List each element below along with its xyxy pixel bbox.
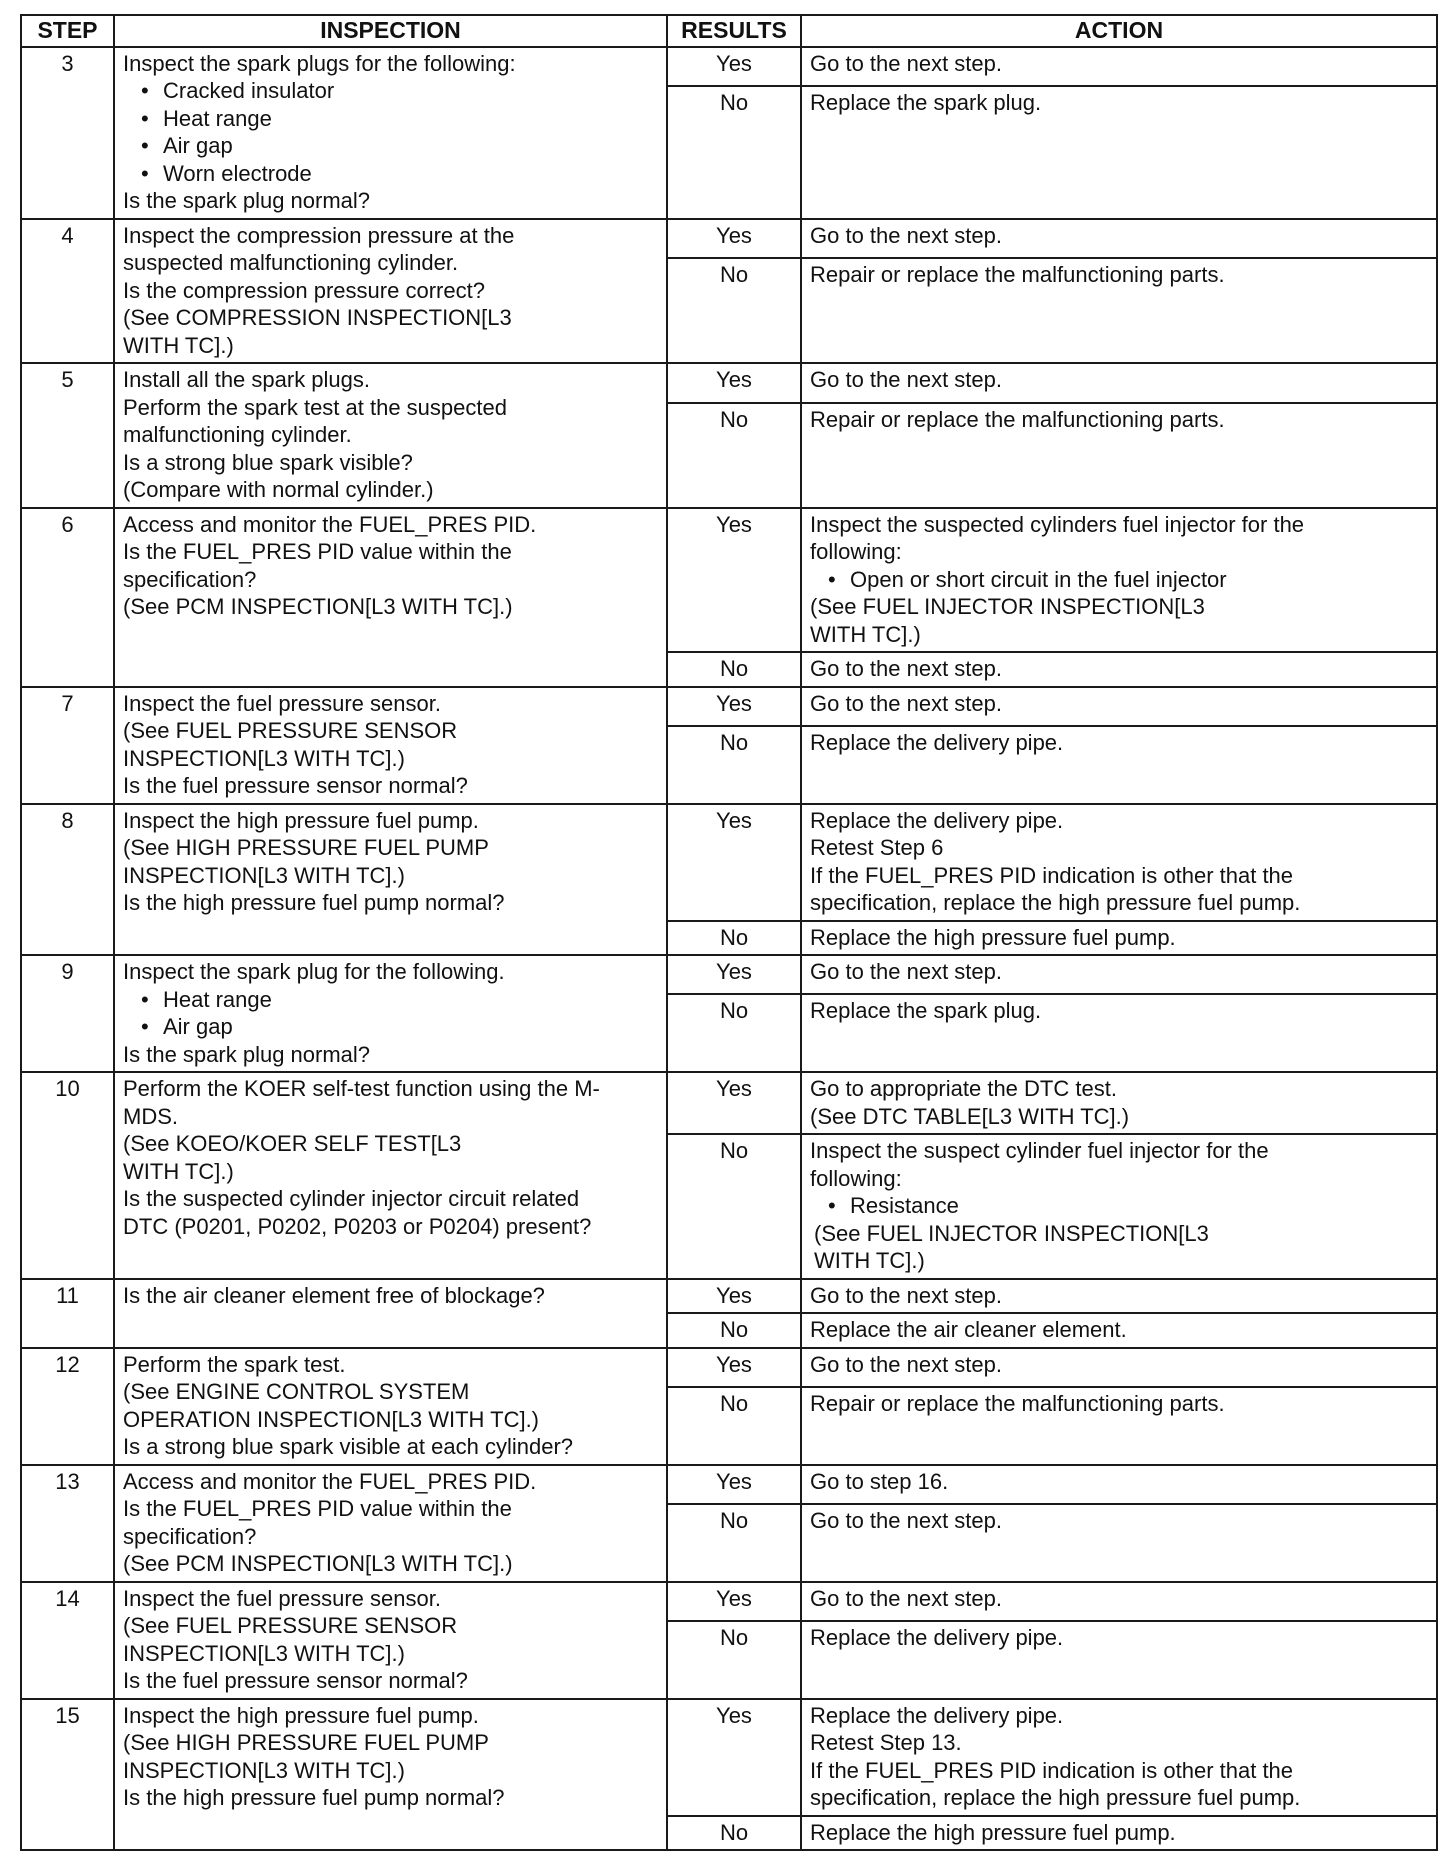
text-line: Inspect the suspected cylinders fuel injector for the <box>810 511 1305 537</box>
action-yes <box>801 508 1437 653</box>
step-number: 12 <box>21 1348 114 1465</box>
action-yes <box>801 1699 1437 1816</box>
text-line: (See PCM INSPECTION[L3 WITH TC].) <box>123 594 513 619</box>
text-line: Perform the KOER self-test function using the M- <box>123 1076 600 1101</box>
result-yes: Yes <box>667 1699 801 1816</box>
inspection-cell <box>114 219 667 364</box>
text-line: Is the fuel pressure sensor normal? <box>123 1668 468 1693</box>
inspection-cell <box>114 1279 667 1348</box>
text-line: Go to the next step. <box>810 1507 1003 1533</box>
text-line: Is the compression pressure correct? <box>123 277 485 303</box>
result-no: No <box>667 1621 801 1699</box>
table-row <box>21 1348 1437 1387</box>
action-no <box>801 86 1437 218</box>
bullet-item <box>141 986 658 1014</box>
text-line: Is the FUEL_PRES PID value within the <box>123 539 512 564</box>
text-line: (Compare with normal cylinder.) <box>123 477 434 502</box>
text-line: Inspect the high pressure fuel pump. <box>123 1702 479 1728</box>
result-yes: Yes <box>667 1279 801 1314</box>
action-no <box>801 1387 1437 1465</box>
text-line: Replace the air cleaner element. <box>810 1317 1127 1342</box>
step-number: 4 <box>21 219 114 364</box>
text-line: Go to the next step. <box>810 50 1003 76</box>
step-number: 14 <box>21 1582 114 1699</box>
step-number: 3 <box>21 47 114 219</box>
text-line: INSPECTION[L3 WITH TC].) <box>123 1757 405 1783</box>
text-line: specification, replace the high pressure fuel pump. <box>810 1785 1301 1810</box>
result-yes: Yes <box>667 687 801 726</box>
table-row <box>21 1582 1437 1621</box>
table-row <box>21 955 1437 994</box>
text-line: Is the FUEL_PRES PID value within the <box>123 1496 512 1521</box>
text-line: INSPECTION[L3 WITH TC].) <box>123 1640 405 1666</box>
bullet-item <box>828 566 1428 594</box>
text-line: Go to the next step. <box>810 1282 1003 1308</box>
action-no <box>801 994 1437 1072</box>
text-line: Access and monitor the FUEL_PRES PID. <box>123 511 537 537</box>
action-no <box>801 1816 1437 1851</box>
text-line: Is a strong blue spark visible at each cylinder? <box>123 1434 574 1459</box>
action-no <box>801 1621 1437 1699</box>
action-yes <box>801 687 1437 726</box>
bullet-list <box>123 986 658 1041</box>
action-yes <box>801 1465 1437 1504</box>
bullet-item <box>828 1192 1428 1220</box>
text-line: (See FUEL PRESSURE SENSOR <box>123 718 458 743</box>
text-line: Replace the spark plug. <box>810 90 1042 116</box>
text-line: Go to the next step. <box>810 222 1003 248</box>
bullet-text: Heat range <box>163 986 272 1012</box>
text-line: Inspect the fuel pressure sensor. <box>123 1585 441 1611</box>
text-line: suspected malfunctioning cylinder. <box>123 250 459 275</box>
step-number: 9 <box>21 955 114 1072</box>
text-line: WITH TC].) <box>810 621 921 647</box>
result-yes: Yes <box>667 1465 801 1504</box>
action-no <box>801 652 1437 687</box>
action-no <box>801 726 1437 804</box>
text-line: malfunctioning cylinder. <box>123 422 352 447</box>
text-line: following: <box>810 1165 902 1191</box>
header-step: STEP <box>21 15 114 47</box>
step-number: 8 <box>21 804 114 956</box>
text-line: (See FUEL PRESSURE SENSOR <box>123 1613 458 1638</box>
text-line: Go to the next step. <box>810 1351 1003 1377</box>
text-line: Is the fuel pressure sensor normal? <box>123 773 468 798</box>
step-number: 6 <box>21 508 114 687</box>
inspection-cell <box>114 804 667 956</box>
inspection-cell <box>114 1465 667 1582</box>
text-line: (See HIGH PRESSURE FUEL PUMP <box>123 1730 489 1755</box>
bullet-text: Air gap <box>163 133 233 158</box>
inspection-cell <box>114 1348 667 1465</box>
header-inspection: INSPECTION <box>114 15 667 47</box>
inspection-cell <box>114 363 667 508</box>
text-line: Replace the delivery pipe. <box>810 729 1064 755</box>
text-line: Inspect the compression pressure at the <box>123 222 515 248</box>
text-line: Go to appropriate the DTC test. <box>810 1076 1117 1101</box>
table-row <box>21 1465 1437 1504</box>
bullet-text: Air gap <box>163 1014 233 1039</box>
action-no <box>801 1313 1437 1348</box>
text-line: Inspect the high pressure fuel pump. <box>123 807 479 833</box>
text-line: Is a strong blue spark visible? <box>123 449 413 475</box>
table-row <box>21 219 1437 259</box>
text-line: Replace the high pressure fuel pump. <box>810 1819 1176 1845</box>
text-line: (See COMPRESSION INSPECTION[L3 <box>123 305 512 330</box>
text-line: specification? <box>123 1523 257 1549</box>
text-line: following: <box>810 539 902 564</box>
text-line: Replace the delivery pipe. <box>810 807 1064 833</box>
result-no: No <box>667 994 801 1072</box>
text-line: Install all the spark plugs. <box>123 367 371 392</box>
text-line: INSPECTION[L3 WITH TC].) <box>123 745 405 771</box>
text-line: Repair or replace the malfunctioning parts. <box>810 262 1225 288</box>
text-line: (See DTC TABLE[L3 WITH TC].) <box>810 1103 1130 1129</box>
bullet-item <box>141 77 658 105</box>
action-yes <box>801 804 1437 921</box>
bullet-text: Cracked insulator <box>163 78 335 103</box>
action-no <box>801 258 1437 363</box>
text-line: Replace the high pressure fuel pump. <box>810 924 1176 950</box>
bullet-text: Open or short circuit in the fuel injector <box>850 566 1227 592</box>
bullet-text: Worn electrode <box>163 160 312 186</box>
result-no: No <box>667 726 801 804</box>
text-line: WITH TC].) <box>123 1158 234 1184</box>
result-no: No <box>667 1313 801 1348</box>
inspection-cell <box>114 508 667 687</box>
table-row <box>21 1072 1437 1134</box>
result-no: No <box>667 403 801 508</box>
result-yes: Yes <box>667 508 801 653</box>
bullet-item <box>141 160 658 188</box>
action-yes <box>801 1279 1437 1314</box>
action-yes <box>801 363 1437 403</box>
text-line: Is the high pressure fuel pump normal? <box>123 1785 505 1810</box>
action-yes <box>801 1072 1437 1134</box>
result-yes: Yes <box>667 955 801 994</box>
table-row <box>21 687 1437 726</box>
text-line: Retest Step 6 <box>810 835 944 860</box>
text-line: Go to the next step. <box>810 367 1003 392</box>
text-line: Go to step 16. <box>810 1468 949 1494</box>
text-line: Replace the delivery pipe. <box>810 1702 1064 1728</box>
text-line: Go to the next step. <box>810 959 1003 984</box>
step-number: 13 <box>21 1465 114 1582</box>
result-no: No <box>667 921 801 956</box>
inspection-cell <box>114 1699 667 1851</box>
text-line: Perform the spark test. <box>123 1351 346 1377</box>
text-line: specification, replace the high pressure fuel pump. <box>810 890 1301 915</box>
text-line: Is the spark plug normal? <box>123 1041 371 1067</box>
text-line: (See HIGH PRESSURE FUEL PUMP <box>123 835 489 860</box>
bullet-list <box>810 1192 1428 1220</box>
result-no: No <box>667 1816 801 1851</box>
text-line: Repair or replace the malfunctioning parts. <box>810 1390 1225 1416</box>
action-no <box>801 1134 1437 1279</box>
text-line: (See FUEL INJECTOR INSPECTION[L3 <box>810 594 1205 619</box>
text-line: Go to the next step. <box>810 656 1003 681</box>
table-row <box>21 1279 1437 1314</box>
action-yes <box>801 1582 1437 1621</box>
step-number: 10 <box>21 1072 114 1279</box>
text-line: Replace the delivery pipe. <box>810 1624 1064 1650</box>
table-row <box>21 508 1437 653</box>
table-row <box>21 1699 1437 1816</box>
text-line: Is the spark plug normal? <box>123 188 371 213</box>
table-row <box>21 363 1437 403</box>
text-line: Go to the next step. <box>810 1585 1003 1611</box>
text-line: Is the suspected cylinder injector circuit related <box>123 1186 580 1211</box>
header-results: RESULTS <box>667 15 801 47</box>
inspection-cell <box>114 47 667 219</box>
text-line: specification? <box>123 566 257 592</box>
step-number: 5 <box>21 363 114 508</box>
inspection-cell <box>114 1072 667 1279</box>
text-line: If the FUEL_PRES PID indication is other that the <box>810 1757 1294 1783</box>
diagnostic-table <box>20 14 1438 1851</box>
inspection-cell <box>114 955 667 1072</box>
text-line: Is the air cleaner element free of blockage? <box>123 1282 545 1308</box>
text-line: DTC (P0201, P0202, P0203 or P0204) present? <box>123 1213 592 1239</box>
text-line: OPERATION INSPECTION[L3 WITH TC].) <box>123 1406 540 1432</box>
table-header-row <box>21 15 1437 47</box>
result-yes: Yes <box>667 1348 801 1387</box>
text-line: (See PCM INSPECTION[L3 WITH TC].) <box>123 1551 513 1576</box>
text-line: Is the high pressure fuel pump normal? <box>123 890 505 915</box>
text-line: Go to the next step. <box>810 690 1003 716</box>
bullet-item <box>141 105 658 133</box>
step-number: 7 <box>21 687 114 804</box>
text-line: Inspect the suspect cylinder fuel injector for the <box>810 1138 1269 1163</box>
table-row <box>21 47 1437 87</box>
step-number: 11 <box>21 1279 114 1348</box>
text-line: (See ENGINE CONTROL SYSTEM <box>123 1379 470 1404</box>
text-line: MDS. <box>123 1103 178 1129</box>
result-no: No <box>667 1504 801 1582</box>
text-line: Access and monitor the FUEL_PRES PID. <box>123 1468 537 1494</box>
result-no: No <box>667 1134 801 1279</box>
bullet-list <box>810 566 1428 594</box>
text-line: Perform the spark test at the suspected <box>123 394 507 420</box>
text-line: Inspect the spark plugs for the following: <box>123 50 516 76</box>
action-no <box>801 403 1437 508</box>
text-line: Inspect the fuel pressure sensor. <box>123 690 441 716</box>
result-no: No <box>667 652 801 687</box>
result-no: No <box>667 1387 801 1465</box>
text-line: INSPECTION[L3 WITH TC].) <box>123 862 405 888</box>
text-line: Repair or replace the malfunctioning parts. <box>810 406 1225 432</box>
text-line: (See KOEO/KOER SELF TEST[L3 <box>123 1131 462 1156</box>
text-line: Retest Step 13. <box>810 1730 962 1755</box>
result-yes: Yes <box>667 219 801 259</box>
result-yes: Yes <box>667 1582 801 1621</box>
result-yes: Yes <box>667 1072 801 1134</box>
result-yes: Yes <box>667 47 801 87</box>
result-yes: Yes <box>667 804 801 921</box>
result-yes: Yes <box>667 363 801 403</box>
action-no <box>801 1504 1437 1582</box>
text-line: Inspect the spark plug for the following. <box>123 959 505 984</box>
action-yes <box>801 1348 1437 1387</box>
bullet-list <box>123 77 658 187</box>
bullet-item <box>141 132 658 160</box>
text-line: WITH TC].) <box>123 332 234 358</box>
action-yes <box>801 47 1437 87</box>
text-line: If the FUEL_PRES PID indication is other that the <box>810 862 1294 888</box>
bullet-item <box>141 1013 658 1041</box>
bullet-text: Resistance <box>850 1193 959 1218</box>
bullet-text: Heat range <box>163 105 272 131</box>
inspection-cell <box>114 687 667 804</box>
action-yes <box>801 955 1437 994</box>
text-line: Replace the spark plug. <box>810 998 1042 1024</box>
header-action: ACTION <box>801 15 1437 47</box>
step-number: 15 <box>21 1699 114 1851</box>
text-line: WITH TC].) <box>814 1248 925 1273</box>
result-no: No <box>667 258 801 363</box>
action-yes <box>801 219 1437 259</box>
result-no: No <box>667 86 801 218</box>
action-no <box>801 921 1437 956</box>
table-body <box>21 47 1437 1851</box>
text-line: (See FUEL INJECTOR INSPECTION[L3 <box>814 1220 1209 1246</box>
table-row <box>21 804 1437 921</box>
inspection-cell <box>114 1582 667 1699</box>
